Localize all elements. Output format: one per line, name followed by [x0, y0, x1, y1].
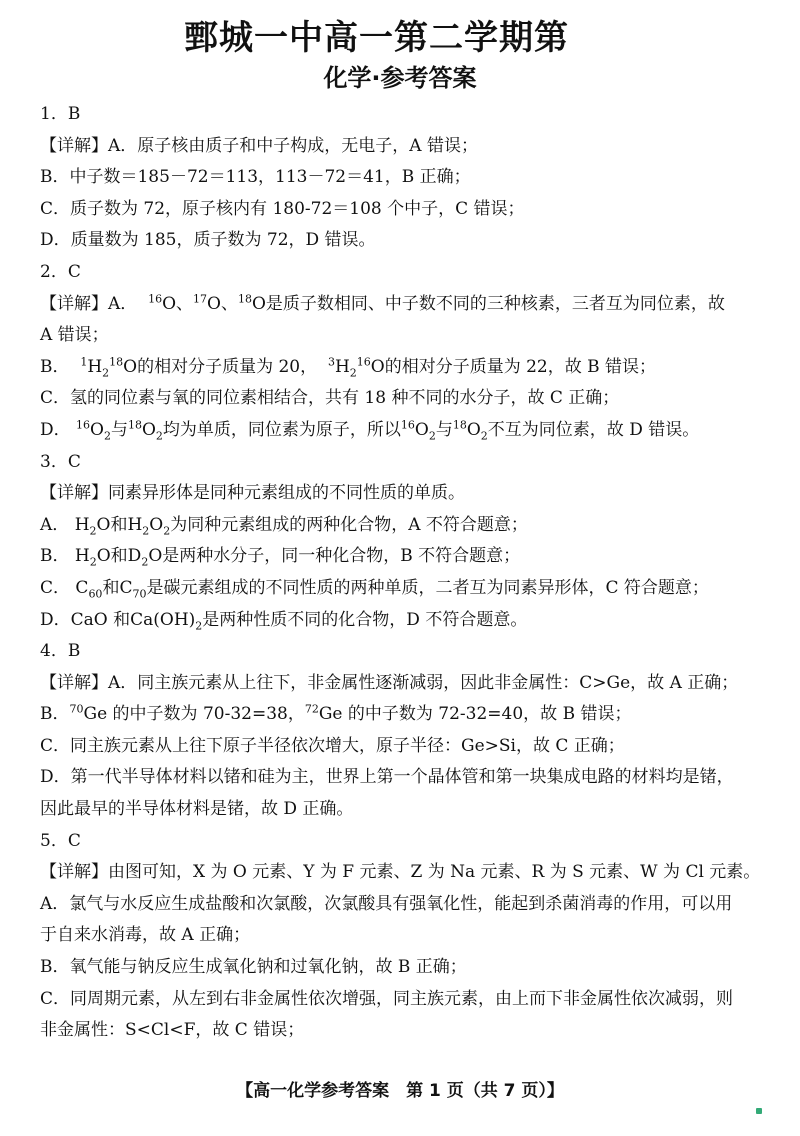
q5-option-c: C．同周期元素，从左到右非金属性依次增强，同主族元素，由上而下非金属性依次减弱，则 — [40, 988, 734, 1009]
q4-option-d: D．第一代半导体材料以锗和硅为主，世界上第一个晶体管和第一块集成电路的材料均是锗， — [40, 767, 734, 788]
q3-option-c: C． $C_{60}$和$C_{70}$是碳元素组成的不同性质的两种单质，二者互为同素异形体，C 符合题意； — [40, 577, 709, 601]
document-subtitle: 化学·参考答案 — [323, 64, 477, 92]
document-title: 鄄城一中高一第二学期第 — [184, 18, 569, 58]
q2-option-c: C．氢的同位素与氧的同位素相结合，共有 18 种不同的水分子，故 C 正确； — [40, 388, 620, 409]
watermark-logo-icon — [756, 1108, 762, 1114]
q5-option-a: A．氯气与水反应生成盐酸和次氯酸，次氯酸具有强氧化性，能起到杀菌消毒的作用，可以用 — [40, 893, 733, 914]
q3-option-b: B． $H_2O$和$D_2O$是两种水分子，同一种化合物，B 不符合题意； — [40, 546, 521, 569]
answer-content — [40, 99, 770, 1047]
q5-option-b: B．氧气能与钠反应生成氧化钠和过氧化钠，故 B 正确； — [40, 957, 467, 978]
q4-option-d-cont: 因此最早的半导体材料是锗，故 D 正确。 — [40, 799, 354, 820]
answer-4: 4．B — [40, 641, 81, 662]
watermark-badge — [756, 1107, 796, 1117]
q4-option-b: B．$^{70}$Ge 的中子数为 70-32=38，$^{72}$Ge 的中子数为 72-32=40，故 B 错误； — [40, 702, 632, 725]
page-footer: 【高一化学参考答案 第 1 页（共 7 页）】 — [236, 1081, 564, 1101]
q1-option-b: B．中子数＝185－72＝113，113－72＝41，B 正确； — [40, 167, 471, 188]
q2-option-b: B． $^1H_2^{18}O$的相对分子质量为 20， $^3H_2^{16}O$的相对分子质量为 22，故 B 错误； — [40, 355, 657, 380]
q5-option-c-cont: 非金属性：S<Cl<F，故 C 错误； — [40, 1020, 305, 1041]
answer-3: 3．C — [40, 451, 81, 472]
q4-detail-a: 【详解】A．同主族元素从上往下，非金属性逐渐减弱，因此非金属性：C>Ge，故 A 正确； — [40, 672, 739, 693]
q1-option-c: C．质子数为 72，原子核内有 180-72＝108 个中子，C 错误； — [40, 198, 525, 219]
q4-option-c: C．同主族元素从上往下原子半径依次增大，原子半径：Ge>Si，故 C 正确； — [40, 735, 625, 756]
answer-2: 2．C — [40, 261, 81, 282]
q5-option-a-cont: 于自来水消毒，故 A 正确； — [40, 925, 251, 946]
q3-detail: 【详解】同素异形体是同种元素组成的不同性质的单质。 — [40, 483, 465, 504]
q1-option-d: D．质量数为 185，质子数为 72，D 错误。 — [40, 230, 376, 251]
answer-5: 5．C — [40, 830, 81, 851]
q3-option-d: D．CaO 和$Ca(OH)_2$是两种性质不同的化合物，D 不符合题意。 — [40, 609, 528, 632]
answer-1: 1．B — [40, 104, 81, 124]
q5-detail: 【详解】由图可知，X 为 O 元素、Y 为 F 元素、Z 为 Na 元素、R 为 S 元素、W 为 Cl 元素。 — [40, 862, 761, 883]
q1-detail-a: 【详解】A．原子核由质子和中子构成，无电子，A 错误； — [40, 135, 478, 156]
q2-detail-a: 【详解】A． $^{16}$O、$^{17}$O、$^{18}$O是质子数相同、中子数不同的三种核素，三者互为同位素，故 — [40, 291, 725, 314]
q2-detail-a-cont: A 错误； — [40, 325, 109, 346]
q3-option-a: A． $H_2O$和$H_2O_2$为同种元素组成的两种化合物，A 不符合题意； — [40, 514, 528, 538]
q2-option-d: D． $^{16}O_2$与$^{18}O_2$均为单质，同位素为原子，所以$^{16}O_2$与$^{18}O_2$不互为同位素，故 D 错误。 — [40, 418, 700, 443]
